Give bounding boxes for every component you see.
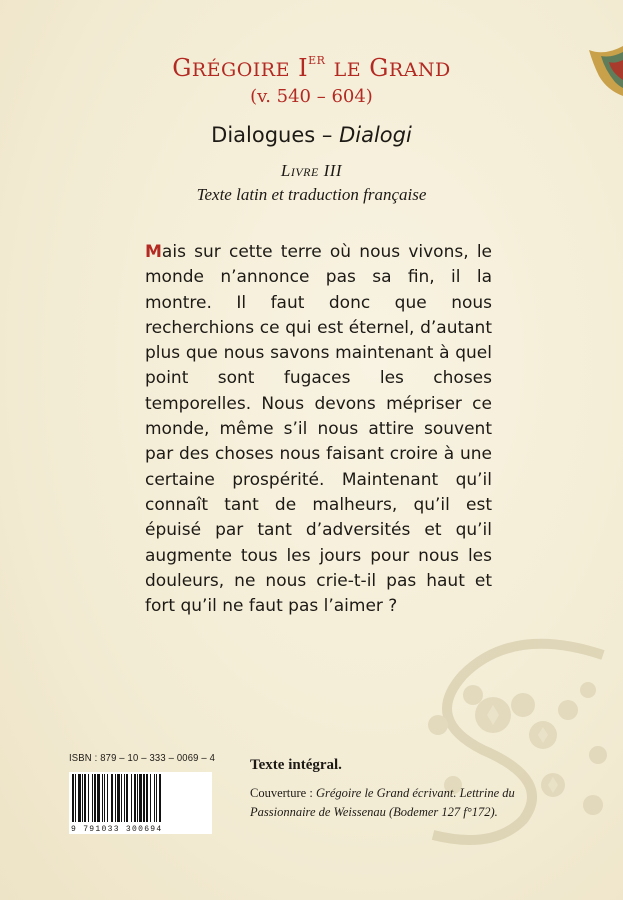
barcode	[69, 772, 212, 834]
isbn-label: ISBN : 879 – 10 – 333 – 0069 – 4	[69, 752, 216, 764]
barcode-icon	[69, 772, 212, 824]
cover-credits: Couverture : Grégoire le Grand écrivant. Lettrine du Passionnaire de Weissenau (Bodemer 127 f°172).	[250, 786, 515, 819]
quote-initial: M	[145, 242, 162, 262]
book-title: Dialogues – Dialogi	[211, 123, 412, 147]
author-name: GRÉGOIRE IER LE GRAND	[172, 54, 451, 82]
quote-text: ais sur cette terre où nous vivons, le monde n’annonce pas sa fin, il la montre. Il faut donc que nous recherchions ce qui est éternel, d’autant plus que nous savons maintenant à quel point sont fugaces les choses temporelles. Nous devons mépriser ce monde, même s’il nous attire souvent par des choses nous faisant croire à une certaine prospérité. Maintenant qu’il connaît tant de malheurs, qu’il est épuisé par tant d’adversités et qu’il augmente tous les jours pour nous les douleurs, ne nous crie-t-il pas haut et fort qu’il ne faut pas l’aimer ?	[145, 242, 492, 617]
texte-integral-label: Texte intégral.	[250, 757, 342, 773]
book-subtitle: Texte latin et traduction française	[196, 185, 427, 204]
book-volume: Livre III	[280, 161, 343, 180]
author-dates: (v. 540 – 604)	[250, 86, 373, 107]
barcode-digits: 9 791033 300694	[71, 825, 163, 834]
back-cover-quote	[145, 240, 492, 619]
isbn-block	[69, 752, 239, 834]
